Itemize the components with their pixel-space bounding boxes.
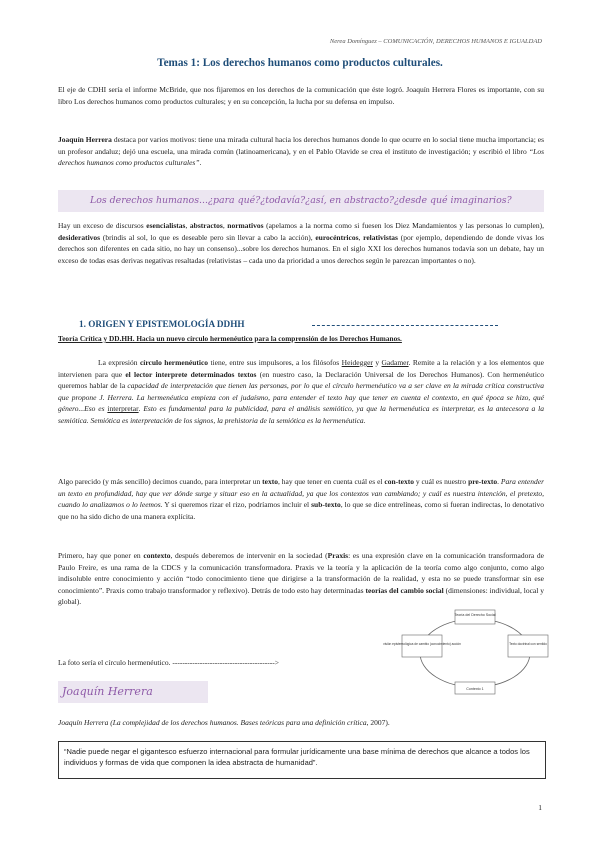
photo-paragraph: La foto sería el círculo hermenéutico. -----------------------------------------> [58,658,279,667]
section-divider [312,325,498,326]
diagram-bottom-label: Contexto 1 [466,687,484,691]
reference-line: Joaquín Herrera (La complejidad de los derechos humanos. Bases teóricas para una definición crítica, 2007). [58,718,390,727]
diagram-left-label: visión epistemológica de cambio (conocimiento) acción [383,642,461,646]
interpretar-link[interactable]: interpretar [107,404,139,414]
gadamer-link[interactable]: Gadamer [381,358,409,367]
hermeneutic-paragraph: La expresión círculo hermenéutico tiene, entre sus impulsores, a los filósofos Heidegger y Gadamer. Remite a la relación y a los elementos que intervienen para que el lector interprete determinados textos (en nuestro caso, la Declaración Universal de los Derechos Humanos). Con hermenéutico queremos hablar de la capacidad de interpretación que tienen las personas, por lo que el círculo hermenéutico va a ser clave en la mirada crítica constructiva que propone J. Herrera. La hermenéutica empieza con el judaísmo, para entender el texto hay que tener en cuenta el contexto, en qué época se hizo, qué género...Eso es interpretar. Esto es fundamental para la publicidad, para el análisis semiótico, ya que la hermenéutica es interpretar, es la antecesora a la semiótica. Semiótica es interpretación de los signos, la prehistoria de la semiótica es la hermenéutica. [58,358,544,425]
diagram-right-label: Texto doctrinal con sentido [509,642,547,646]
section-heading: 1. ORIGEN Y EPISTEMOLOGÍA DDHH [79,319,245,329]
herrera-name: Joaquín Herrera [58,135,112,144]
quote-box: “Nadie puede negar el gigantesco esfuerzo internacional para formular jurídicamente una base mínima de derechos que alcance a todos los individuos y formas de vida que componen la idea abstracta de humanidad”. [58,741,546,779]
script-banner: Los derechos humanos...¿para qué?¿todavía?¿así, en abstracto?¿desde qué imaginarios? [90,195,512,206]
page-header: Nerea Domínguez – COMUNICACIÓN, DERECHOS HUMANOS E IGUALDAD [329,38,542,45]
diagram-top-label: Teoría del Derecho Social [454,613,496,617]
praxis-paragraph: Primero, hay que poner en contexto, después deberemos de intervenir en la sociedad (Praxis: es una expresión clave en la comunicación transformadora de Paulo Freire, es una rama de la CDCS y la comunicación transformadora. Praxis ve la teoría y la aplicación de la teoría como algo conjunto, como algo indisoluble entre conocimiento y acción “todo conocimiento tiene que dirigirse a la transformación de la realidad, y esta no se puede transformar sin ese conocimiento”. Praxis como trabajo transformador y reflexivo). Detrás de todo esto hay determinadas teorías del cambio social (dimensiones: individual, local y global). [58,551,544,607]
intro-paragraph: El eje de CDHI sería el informe McBride, que nos fijaremos en los derechos de la comunicación que éste logró. Joaquín Herrera Flores es importante, con su libro Los derechos humanos como productos culturales; y en su concepción, la lucha por su defensa en impulso. [58,85,544,106]
page-number: 1 [538,803,542,812]
subtitle: Teoría Crítica y DD.HH. Hacia un nuevo círculo hermenéutico para la comprensión de los Derechos Humanos. [58,334,402,343]
hermeneutic-circle-diagram [383,608,550,698]
herrera-paragraph: Joaquín Herrera destaca por varios motivos: tiene una mirada cultural hacia los derechos humanos donde lo que ocurre en lo social tiene mucha importancia; es un profesor andaluz; dejó una escuela, una mirada común (latinoamericana), y en el Pablo Olavide se crea el instituto de investigación; y escribió el libro “Los derechos humanos como productos culturales”. [58,135,544,168]
script-name: Joaquín Herrera [62,685,153,698]
heidegger-link[interactable]: Heidegger [341,358,373,367]
page-title: Temas 1: Los derechos humanos como productos culturales. [157,57,443,69]
discourses-paragraph: Hay un exceso de discursos esencialistas, abstractos, normativos (apelamos a la norma como si fuesen los Diez Mandamientos y las personas lo cumplen), desiderativos (brindis al sol, lo que es deseable pero sin llevar a cabo la acción), eurocéntricos, relativistas (por ejemplo, dependiendo de donde vivas los derechos son diferentes en cada sitio, no hay un consenso)...sobre los derechos humanos. En el siglo XXI los derechos humanos todavía son un debate, hay un exceso de todas esas derivas negativas resaltadas (relativistas – cada uno da prioridad a unos derechos según le parezcan importantes o no). [58,221,545,265]
context-paragraph: Algo parecido (y más sencillo) decimos cuando, para interpretar un texto, hay que tener en cuenta cuál es el con-texto y cuál es nuestro pre-texto. Para entender un texto en profundidad, hay que ver dónde surge y situar eso en la actualidad, ya que los contextos van cambiando; y cuál es nuestra intención, el pretexto, cuando lo analizamos o lo leemos. Y si queremos rizar el rizo, podríamos incluir el sub-texto, lo que se dice entrelíneas, como si fueran indirectas, lo denotativo que no ha sido dicho de una manera explícita. [58,477,544,521]
